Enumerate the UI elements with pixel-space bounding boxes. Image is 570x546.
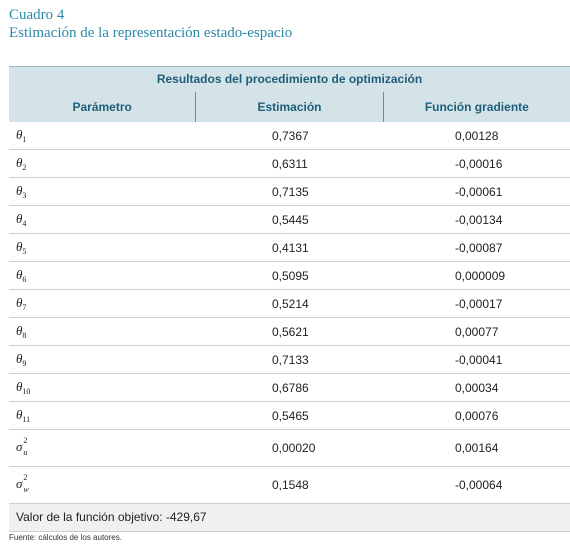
table-row — [9, 467, 570, 504]
gradient-cell: -0,00041 — [455, 352, 503, 367]
parameter-symbol: θ — [16, 211, 23, 226]
parameter-subscript: 4 — [22, 219, 27, 228]
parameter-symbol: θ — [16, 407, 23, 422]
parameter-symbol: θ — [16, 323, 23, 338]
table-row — [9, 290, 570, 318]
parameter-indices — [22, 475, 32, 495]
parameter-cell — [9, 155, 196, 172]
parameter-cell — [9, 351, 196, 368]
gradient-cell: -0,00087 — [455, 240, 503, 255]
parameter-symbol: θ — [16, 267, 23, 282]
table-row — [9, 318, 570, 346]
table-row — [9, 374, 570, 402]
gradient-cell: -0,00016 — [455, 156, 503, 171]
table-row — [9, 402, 570, 430]
gradient-cell: 0,00034 — [455, 380, 499, 395]
parameter-cell — [9, 323, 196, 340]
gradient-cell: 0,00164 — [455, 441, 499, 455]
parameter-superscript: 2 — [23, 473, 28, 482]
parameter-cell — [9, 379, 196, 396]
table-body — [9, 122, 570, 504]
gradient-cell: 0,00076 — [455, 408, 499, 423]
estimate-cell: 0,1548 — [272, 478, 309, 492]
estimate-cell: 0,6311 — [272, 156, 308, 171]
parameter-superscript: 2 — [23, 436, 28, 445]
table-title: Estimación de la representación estado-espacio — [9, 25, 293, 41]
parameter-subscript: 10 — [22, 387, 31, 396]
estimate-cell: 0,5445 — [272, 212, 309, 227]
estimate-cell: 0,6786 — [272, 380, 309, 395]
gradient-cell: -0,00017 — [455, 296, 503, 311]
parameter-subscript: 8 — [22, 331, 27, 340]
estimate-cell: 0,4131 — [272, 240, 309, 255]
table-row — [9, 150, 570, 178]
parameter-symbol: θ — [16, 379, 23, 394]
parameter-cell — [9, 475, 196, 495]
parameter-cell — [9, 407, 196, 424]
parameter-cell — [9, 211, 196, 228]
source-note: Fuente: cálculos de los autores. — [9, 533, 122, 542]
table-row — [9, 262, 570, 290]
parameter-symbol: θ — [16, 239, 23, 254]
estimate-cell: 0,5465 — [272, 408, 309, 423]
gradient-cell: 0,00077 — [455, 324, 499, 339]
parameter-cell — [9, 267, 196, 284]
objective-value: Valor de la función objetivo: -429,67 — [9, 504, 570, 532]
parameter-subscript: u — [23, 448, 28, 457]
parameter-symbol: θ — [16, 127, 23, 142]
parameter-subscript: 9 — [22, 359, 27, 368]
parameter-symbol: θ — [16, 183, 23, 198]
parameter-subscript: 5 — [22, 247, 27, 256]
estimate-cell: 0,5095 — [272, 268, 309, 283]
estimate-cell: 0,7133 — [272, 352, 309, 367]
estimate-cell: 0,5214 — [272, 296, 309, 311]
estimate-cell: 0,7367 — [272, 128, 309, 143]
parameter-cell — [9, 127, 196, 144]
table-header — [9, 67, 570, 122]
gradient-cell: 0,000009 — [455, 268, 506, 283]
table-row — [9, 178, 570, 206]
parameter-symbol: σ — [16, 475, 23, 491]
gradient-cell: -0,00064 — [455, 478, 503, 492]
gradient-cell: 0,00128 — [455, 128, 499, 143]
parameter-subscript: 11 — [22, 415, 31, 424]
gradient-cell: -0,00134 — [455, 212, 503, 227]
parameter-subscript: 2 — [22, 163, 27, 172]
table-row — [9, 430, 570, 467]
parameter-subscript: 1 — [22, 135, 27, 144]
table-row — [9, 206, 570, 234]
gradient-cell: -0,00061 — [455, 184, 503, 199]
table-row — [9, 234, 570, 262]
table-row — [9, 346, 570, 374]
parameter-cell — [9, 438, 196, 458]
results-table — [9, 66, 570, 532]
estimate-cell: 0,7135 — [272, 184, 309, 199]
column-header-estimate: Estimación — [196, 92, 383, 122]
parameter-subscript: 3 — [22, 191, 27, 200]
parameter-subscript: 6 — [22, 275, 27, 284]
parameter-symbol: σ — [16, 438, 23, 454]
parameter-cell — [9, 183, 196, 200]
parameter-cell — [9, 295, 196, 312]
column-header-gradient: Función gradiente — [424, 100, 529, 114]
parameter-symbol: θ — [16, 351, 23, 366]
estimate-cell: 0,00020 — [272, 441, 316, 455]
group-header: Resultados del procedimiento de optimización — [156, 72, 423, 86]
table-row — [9, 122, 570, 150]
parameter-subscript: 7 — [22, 303, 27, 312]
column-header-parameter: Parámetro — [9, 92, 196, 122]
table-caption — [9, 6, 292, 43]
parameter-indices — [22, 438, 32, 458]
estimate-cell: 0,5621 — [272, 324, 309, 339]
parameter-subscript: w — [23, 485, 29, 494]
parameter-cell — [9, 239, 196, 256]
parameter-symbol: θ — [16, 295, 23, 310]
parameter-symbol: θ — [16, 155, 23, 170]
table-number: Cuadro 4 — [9, 7, 65, 23]
